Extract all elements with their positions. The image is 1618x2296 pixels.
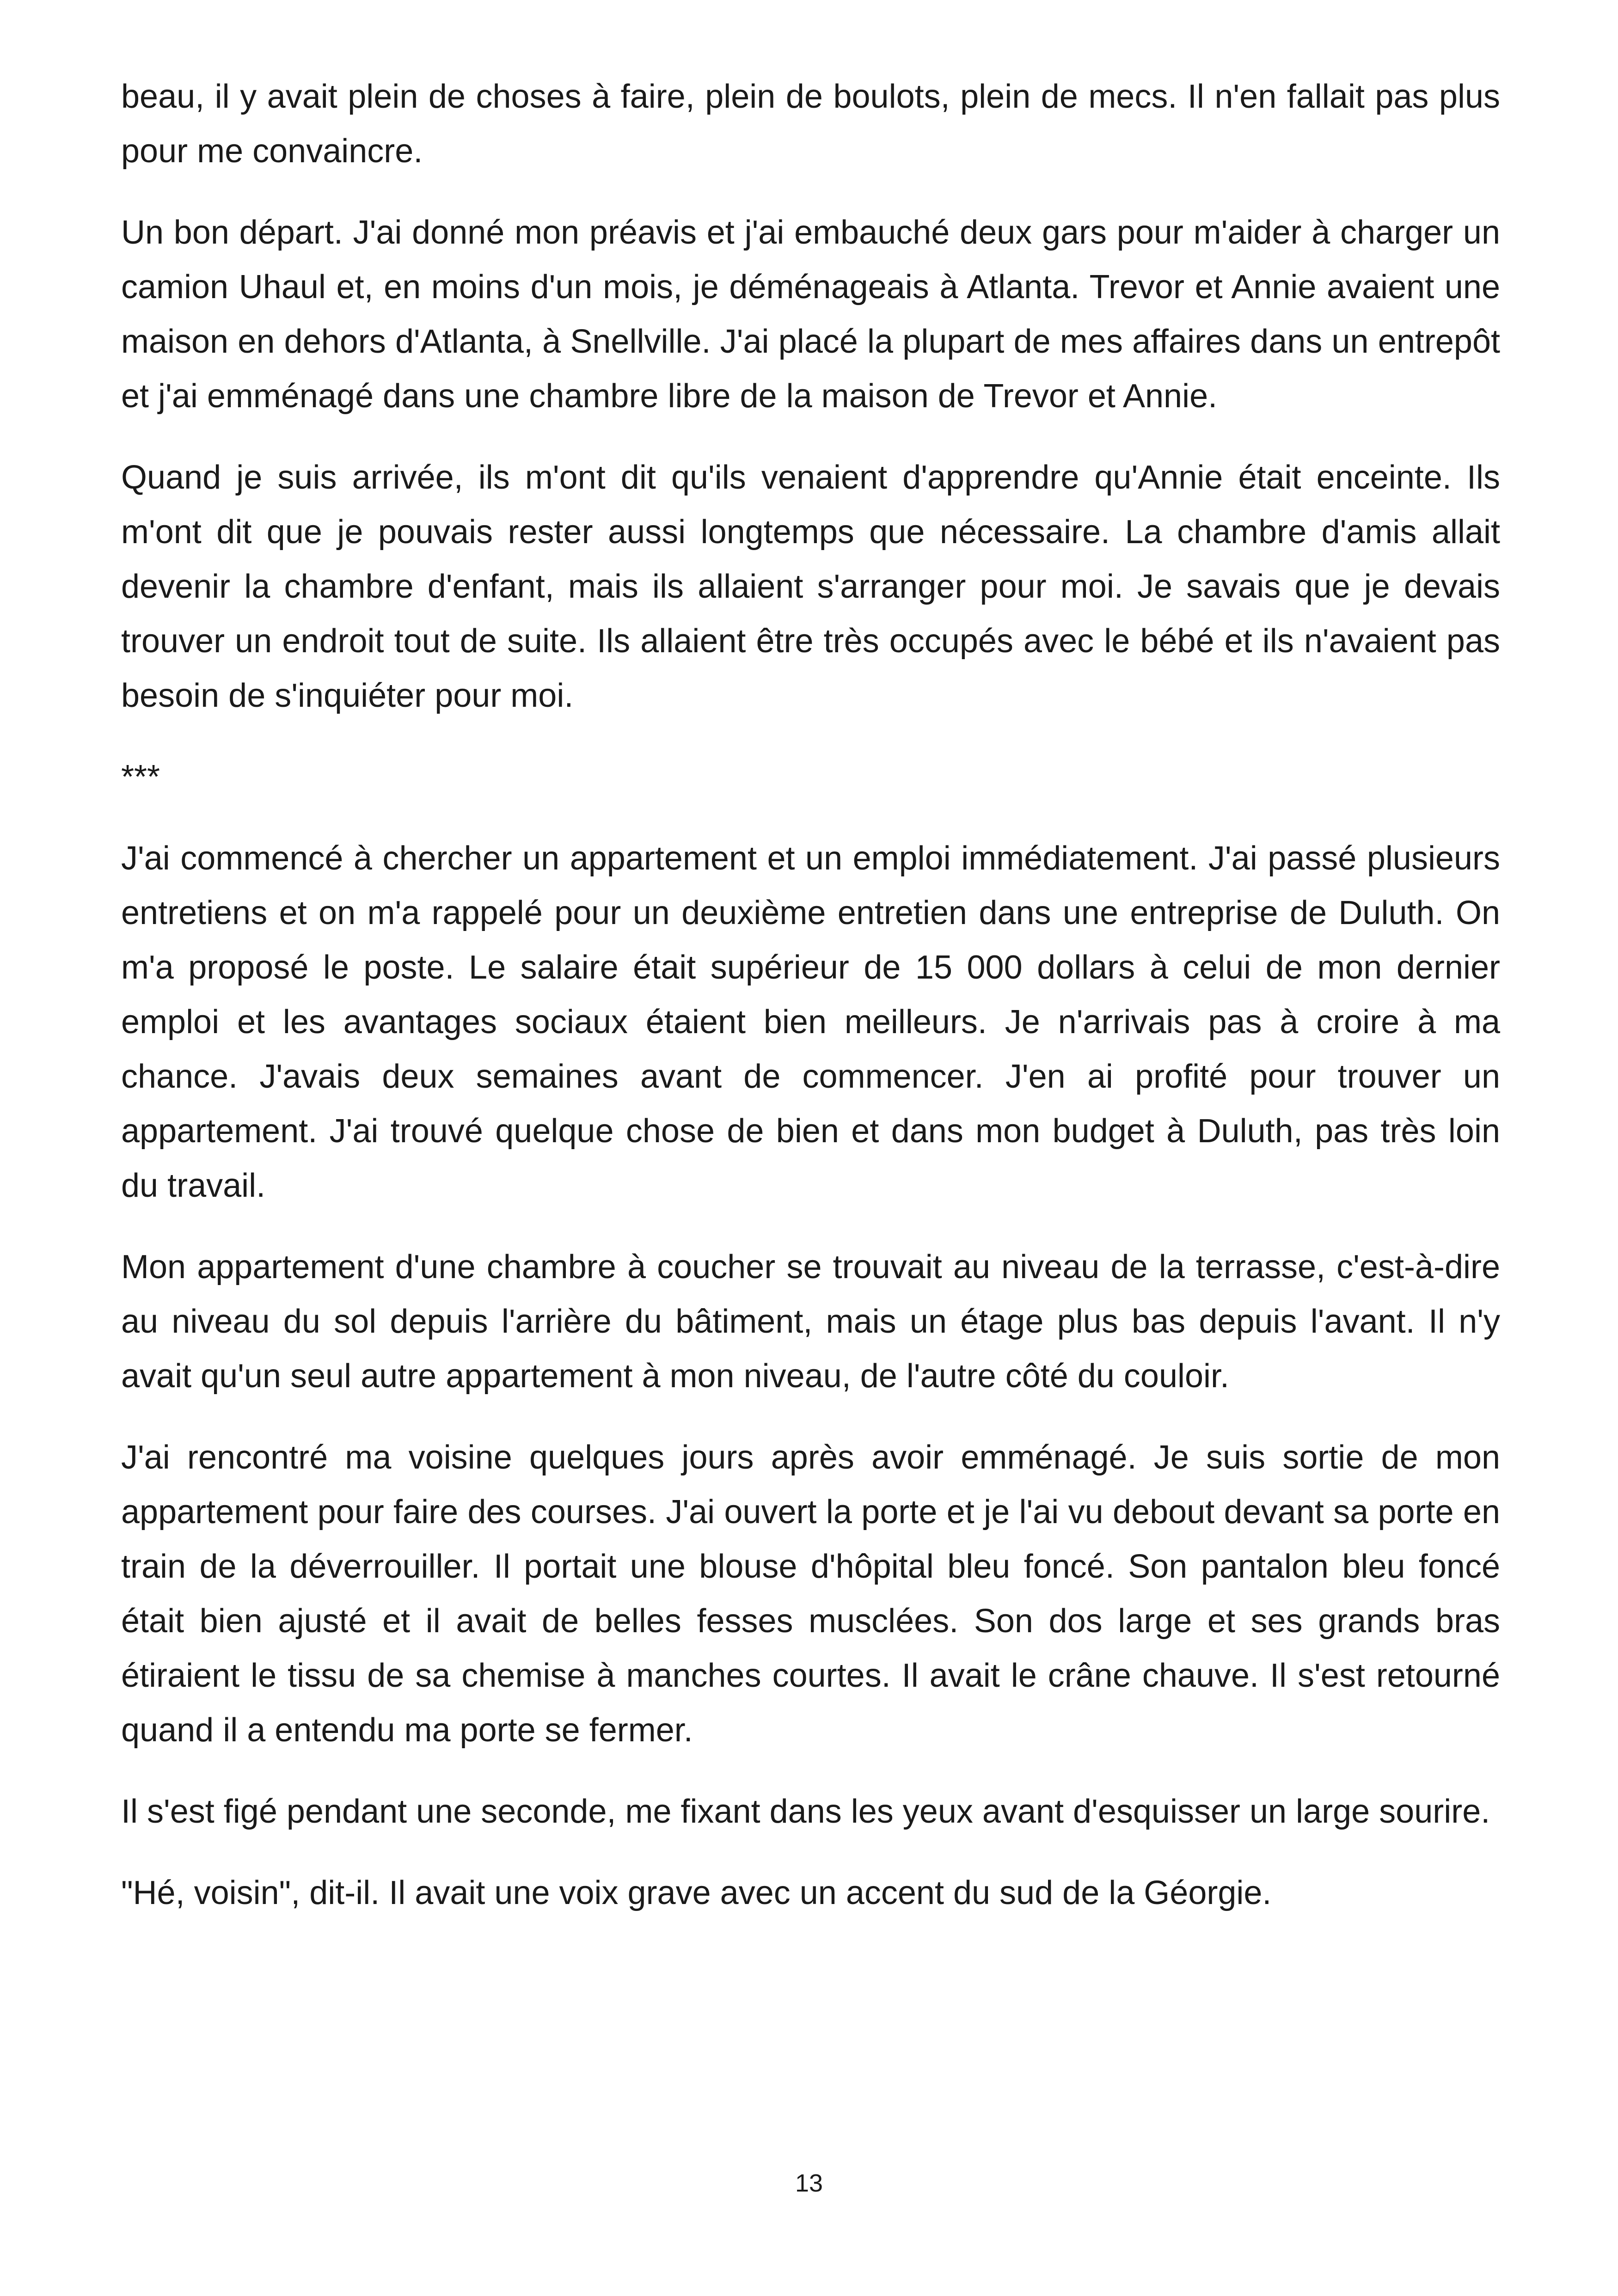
paragraph: J'ai rencontré ma voisine quelques jours après avoir emménagé. Je suis sortie de mon appartement pour faire des courses. J'ai ouvert la porte et je l'ai vu debout devant sa porte en train de la déverrouiller. Il portait une blouse d'hôpital bleu foncé. Son pantalon bleu foncé était bien ajusté et il avait de belles fesses musclées. Son dos large et ses grands bras étiraient le tissu de sa chemise à manches courtes. Il avait le crâne chauve. Il s'est retourné quand il a entendu ma porte se fermer. [121, 1439, 1500, 1749]
body-text [121, 69, 1500, 1947]
page-number: 13 [795, 2169, 823, 2197]
scene-break: *** [121, 759, 160, 796]
paragraph: beau, il y avait plein de choses à faire, plein de boulots, plein de mecs. Il n'en fallait pas plus pour me convaincre. [121, 78, 1500, 170]
paragraph: "Hé, voisin", dit-il. Il avait une voix grave avec un accent du sud de la Géorgie. [121, 1874, 1272, 1911]
paragraph: Mon appartement d'une chambre à coucher se trouvait au niveau de la terrasse, c'est-à-dire au niveau du sol depuis l'arrière du bâtiment, mais un étage plus bas depuis l'avant. Il n'y avait qu'un seul autre appartement à mon niveau, de l'autre côté du couloir. [121, 1249, 1500, 1395]
paragraph: Il s'est figé pendant une seconde, me fixant dans les yeux avant d'esquisser un large sourire. [121, 1793, 1490, 1830]
paragraph: Quand je suis arrivée, ils m'ont dit qu'ils venaient d'apprendre qu'Annie était enceinte. Ils m'ont dit que je pouvais rester aussi longtemps que nécessaire. La chambre d'amis allait devenir la chambre d'enfant, mais ils allaient s'arranger pour moi. Je savais que je devais trouver un endroit tout de suite. Ils allaient être très occupés avec le bébé et ils n'avaient pas besoin de s'inquiéter pour moi. [121, 459, 1500, 714]
paragraph: J'ai commencé à chercher un appartement et un emploi immédiatement. J'ai passé plusieurs entretiens et on m'a rappelé pour un deuxième entretien dans une entreprise de Duluth. On m'a proposé le poste. Le salaire était supérieur de 15 000 dollars à celui de mon dernier emploi et les avantages sociaux étaient bien meilleurs. Je n'arrivais pas à croire à ma chance. J'avais deux semaines avant de commencer. J'en ai profité pour trouver un appartement. J'ai trouvé quelque chose de bien et dans mon budget à Duluth, pas très loin du travail. [121, 840, 1500, 1204]
paragraph: Un bon départ. J'ai donné mon préavis et j'ai embauché deux gars pour m'aider à charger un camion Uhaul et, en moins d'un mois, je déménageais à Atlanta. Trevor et Annie avaient une maison en dehors d'Atlanta, à Snellville. J'ai placé la plupart de mes affaires dans un entrepôt et j'ai emménagé dans une chambre libre de la maison de Trevor et Annie. [121, 214, 1500, 415]
